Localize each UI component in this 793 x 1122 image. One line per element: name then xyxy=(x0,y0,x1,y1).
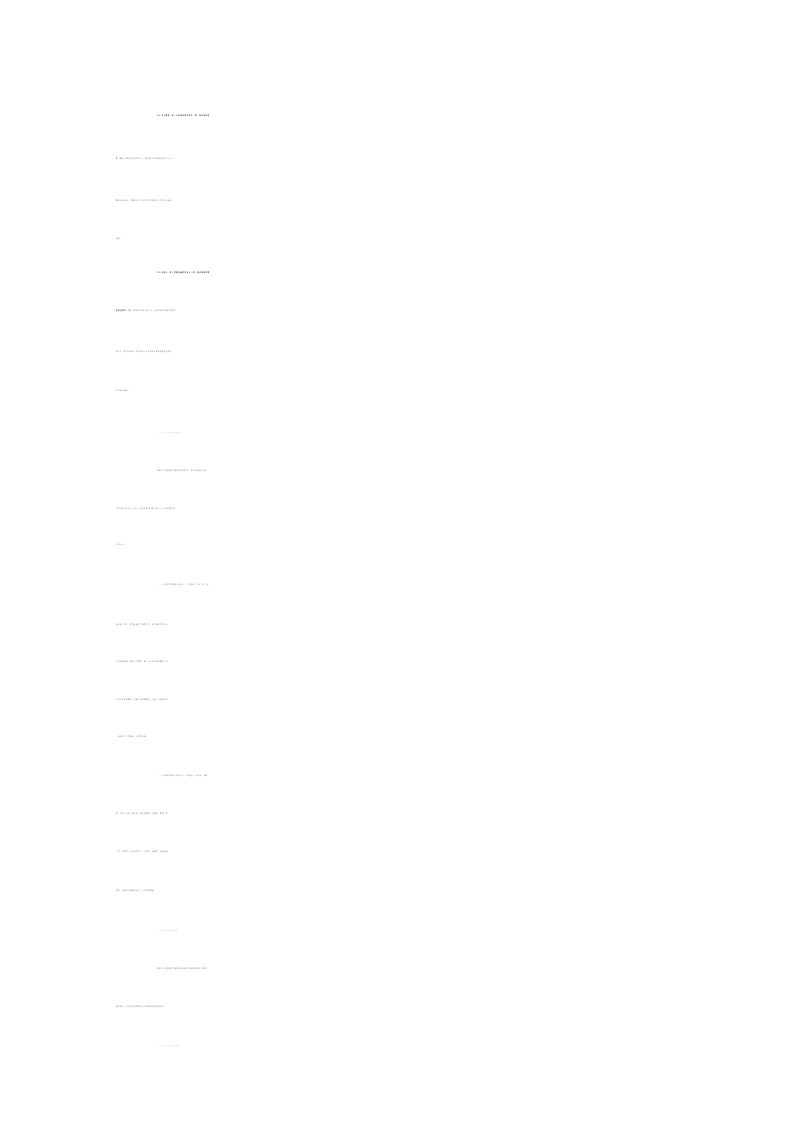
section6-heading xyxy=(157,413,793,453)
item11-line2-text: 2024年预算47万元，比2023年预算减少20万元，下 xyxy=(124,159,174,160)
section7-p1-line1: 泗县人力资源和社会保障局2024年没有政府性基金预算 xyxy=(157,969,207,970)
item12-line3: 0万元，增长100%，增长原因主要是创业担保贷款贴息及奖补 xyxy=(116,352,172,353)
section7-p1-line2: 拨款收入，也没有使用政府性基金预算拨款安排的支出。 xyxy=(116,1007,166,1008)
section6-p3-line3: ）费、培训费、公务接待费、工会经费、福利费、其他交通 xyxy=(116,852,168,853)
item12-title-line: 12.农林水（类）普惠金融发展支出（款）创业担保贷款 xyxy=(157,273,210,274)
section8-heading xyxy=(157,1026,793,1066)
item12-line2 xyxy=(116,292,793,332)
item12-line4: 项目纳入预算。 xyxy=(116,391,130,392)
section6-p1-line3: .03万元。 xyxy=(116,545,126,546)
section6-p3-line1: （二）公用经费295.03万元，主要包括：办公费、印刷 xyxy=(157,776,208,777)
section6-p2-line3: 养老保险缴费、职业年金缴费、职工基本医疗保险缴费、公 xyxy=(116,662,168,663)
item11-title-line: 11.卫生健康（类）行政事业单位医疗（款）事业单位医 xyxy=(157,116,210,117)
section6-p2-line5: 、退休费、生活补助、医疗费补助。 xyxy=(116,737,148,738)
section6-p2-line2: 贴补贴、奖金、伙食补助费、绩效工资、机关事业单位基本 xyxy=(116,625,168,626)
item11-title-tail: 疗（项） xyxy=(116,159,125,160)
item11-line3: 降100.00%，下降原因主要是单位医疗保险个人部分不在纳入 xyxy=(116,201,173,202)
item12-line2-text: 2024年预算130万元，比2023年预算增加13 xyxy=(132,311,176,312)
section6-p1-line1: 泗县人力资源和社会保障局2024年一般公共预算基本支 xyxy=(157,471,207,472)
item11-line2 xyxy=(116,140,793,180)
section6-p2-line1: （一）人员经费1414.49万元，主要包括：基本工资、津 xyxy=(157,585,209,586)
section6-p3-line4: 费用、其他商品和服务支出、办公设备购置。 xyxy=(116,891,156,892)
item12-title-tail: 贴息及奖补（项） xyxy=(116,311,133,312)
section6-p2-line4: 务员医疗补助缴费、其他社会保障缴费、其他工资福利支出 xyxy=(116,700,168,701)
section6-p1-line2: 出1709.52万元，其中，人员经费1414.49万元，公用经费295 xyxy=(116,509,176,510)
section6-p3-line2: 费、水费、电费、邮电费、物业管理费、差旅费、维修（护 xyxy=(116,814,168,815)
item11-line4: 预算。 xyxy=(116,239,122,240)
section7-heading xyxy=(157,911,793,951)
